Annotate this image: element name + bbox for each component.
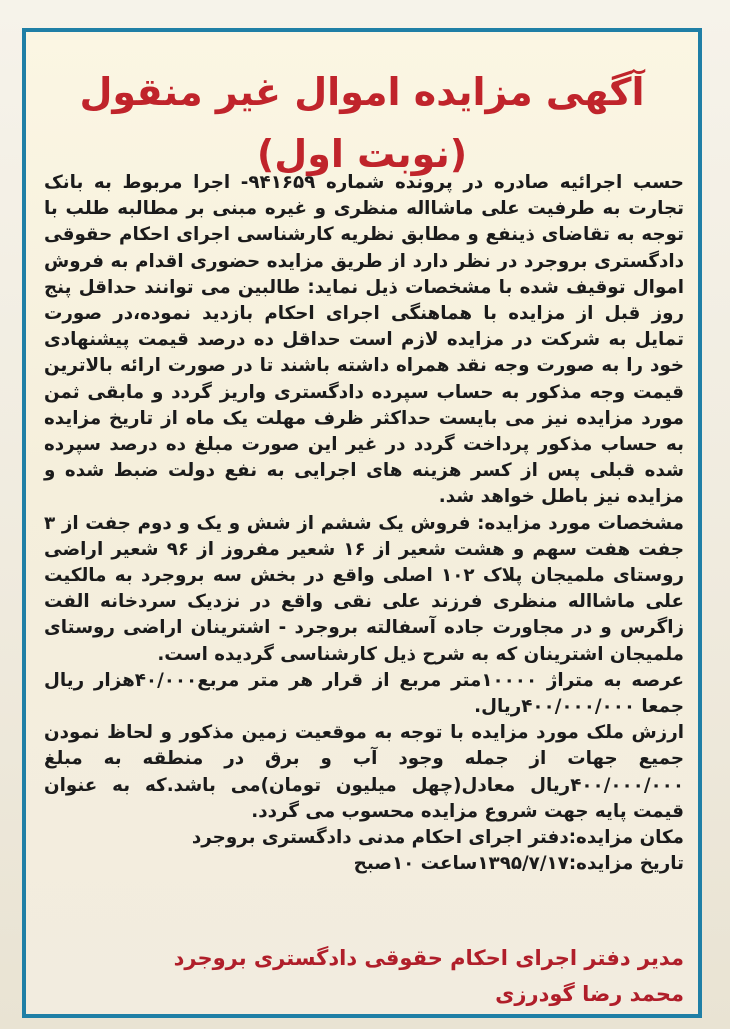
notice-subtitle: (نوبت اول) bbox=[256, 132, 468, 176]
paragraph-area-price: عرصه به متراژ ۱۰۰۰۰متر مربع از قرار هر متر مربع۴۰/۰۰۰هزار ریال جمعا ۴۰۰/۰۰۰/۰۰۰ریال. bbox=[44, 669, 684, 718]
auction-location: مکان مزایده:دفتر اجرای احکام مدنی دادگستری بروجرد bbox=[191, 827, 684, 849]
paragraph-property-spec: مشخصات مورد مزایده: فروش یک ششم از شش و یک و دوم جفت از ۳ جفت هفت سهم و هشت شعیر از ۱۶ شعیر مفروز از ۹۶ شعیر اراضی روستای ملمیجان پلاک ۱۰۲ اصلی واقع در بخش سه بروجرد به مالکیت علی ماشااله منظری فرزند علی نقی واقع در نزدیک سردخانه الفت زاگرس و در مجاورت جاده آسفالته بروجرد - اشترینان اراضی روستای ملمیجان اشترینان که به شرح ذیل کارشناسی گردیده است. bbox=[44, 512, 684, 665]
paragraph-terms: حسب اجرائیه صادره در پرونده شماره ۹۴۱۶۵۹- اجرا مربوط به بانک تجارت به طرفیت علی ماشااله منظری و غیره مبنی بر مطالبه طلب با توجه به تقاضای ذینفع و مطابق نظریه کارشناسی اجرای احکام حقوقی دادگستری بروجرد در نظر دارد از طریق مزایده حضوری اقدام به فروش اموال توقیف شده با مشخصات ذیل نماید: طالبین می توانند حداقل پنج روز قبل از مزایده با هماهنگی اجرای احکام بازدید نموده،در صورت تمایل به شرکت در مزایده لازم است حداقل ده درصد قیمت پیشنهادی خود را به صورت وجه نقد همراه داشته باشند تا در صورت ارائه بالاترین قیمت وجه مذکور به حساب سپرده دادگستری واریز گردد و مابقی ثمن مورد مزایده نیز می بایست حداکثر ظرف مهلت یک ماه از تاریخ مزایده به حساب مذکور پرداخت گردد در غیر این صورت مبلغ ده درصد سپرده شده قبلی پس از کسر هزینه های اجرایی به نفع دولت ضبط شده و مزایده نیز باطل خواهد شد. bbox=[44, 172, 684, 508]
auction-date: تاریخ مزایده:۱۳۹۵/۷/۱۷ساعت ۱۰صبح bbox=[353, 853, 684, 875]
paragraph-valuation: ارزش ملک مورد مزایده با توجه به موقعیت زمین مذکور و لحاظ نمودن جمیع جهات از جمله وجود آب و برق در منطقه به مبلغ ۴۰۰/۰۰۰/۰۰۰ریال معادل(چهل میلیون تومان)می باشد.که به عنوان قیمت پایه جهت شروع مزایده محسوب می گردد. bbox=[44, 722, 684, 822]
notice-body bbox=[44, 170, 684, 877]
signature-name: محمد رضا گودرزی bbox=[495, 982, 684, 1006]
notice-title: آگهی مزایده اموال غیر منقول bbox=[79, 70, 645, 114]
signature-role: مدیر دفتر اجرای احکام حقوقی دادگستری بروجرد bbox=[173, 946, 684, 970]
